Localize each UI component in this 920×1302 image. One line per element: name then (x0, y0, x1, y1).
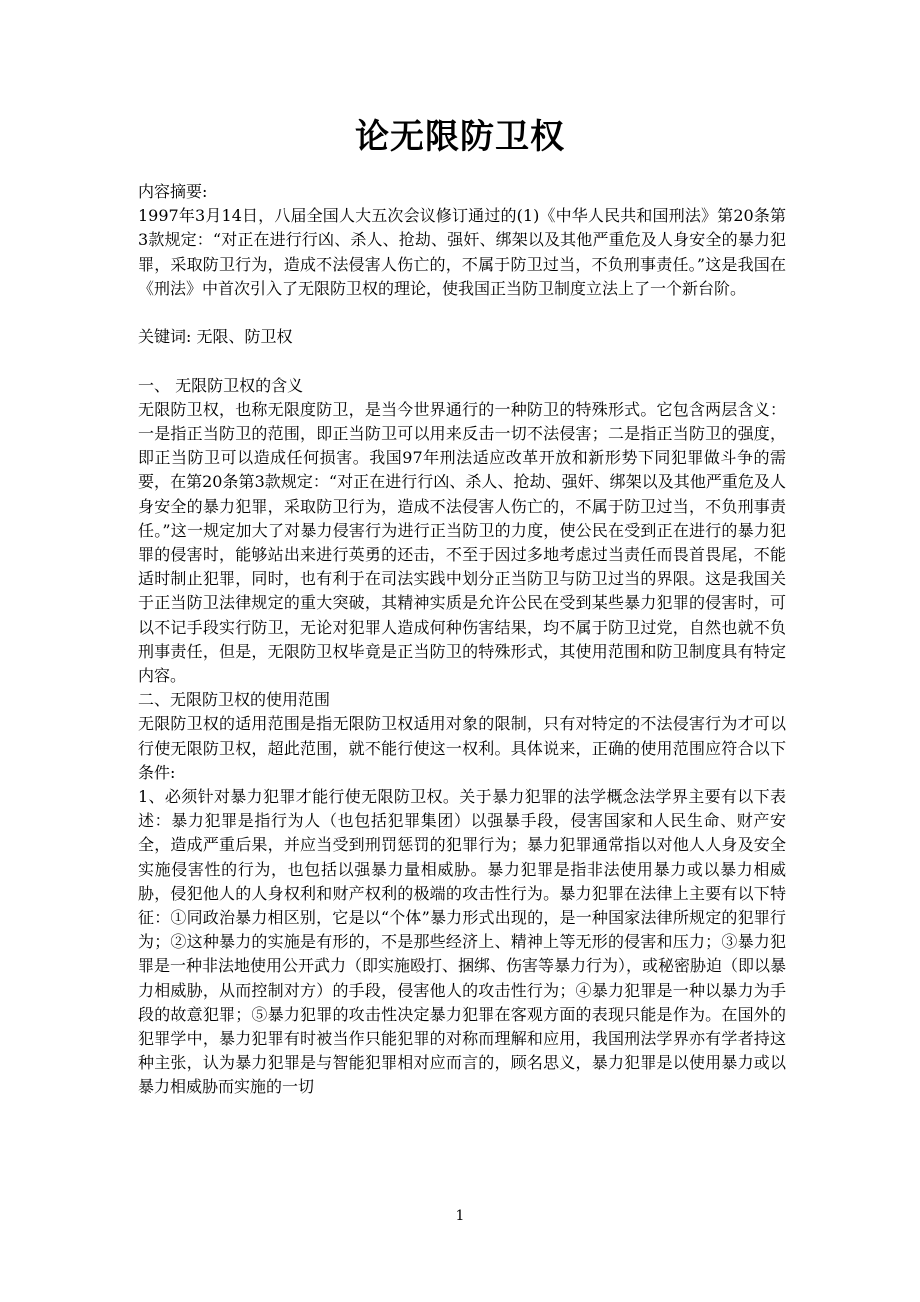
item-1-paragraph: 1、必须针对暴力犯罪才能行使无限防卫权。关于暴力犯罪的法学概念法学界主要有以下表述：暴力犯罪是指行为人（也包括犯罪集团）以强暴手段，侵害国家和人民生命、财产安全，造成严重后果，并应当受到刑罚惩罚的犯罪行为；暴力犯罪通常指以对他人人身及安全实施侵害性的行为，也包括以强暴力量相威胁。暴力犯罪是指非法使用暴力或以暴力相威胁，侵犯他人的人身权利和财产权利的极端的攻击性行为。暴力犯罪在法律上主要有以下特征：①同政治暴力相区别，它是以“个体”暴力形式出现的，是一种国家法律所规定的犯罪行为；②这种暴力的实施是有形的，不是那些经济上、精神上等无形的侵害和压力；③暴力犯罪是一种非法地使用公开武力（即实施殴打、捆绑、伤害等暴力行为），或秘密胁迫（即以暴力相威胁，从而控制对方）的手段，侵害他人的攻击性行为；④暴力犯罪是一种以暴力为手段的故意犯罪；⑤暴力犯罪的攻击性决定暴力犯罪在客观方面的表现只能是作为。在国外的犯罪学中，暴力犯罪有时被当作只能犯罪的对称而理解和应用，我国刑法学界亦有学者持这种主张，认为暴力犯罪是与智能犯罪相对应而言的，顾名思义，暴力犯罪是以使用暴力或以暴力相威胁而实施的一切 (138, 787, 787, 1097)
keywords-line: 关键词: 无限、防卫权 (138, 327, 293, 347)
section-1-heading: 一、 无限防卫权的含义 (138, 375, 304, 395)
abstract-paragraph: 1997年3月14日，八届全国人大五次会议修订通过的(1)《中华人民共和国刑法》第20条第3款规定：“对正在进行行凶、杀人、抢劫、强奸、绑架以及其他严重危及人身安全的暴力犯罪，采取防卫行为，造成不法侵害人伤亡的，不属于防卫过当，不负刑事责任。”这是我国在《刑法》中首次引入了无限防卫权的理论，使我国正当防卫制度立法上了一个新台阶。 (138, 206, 786, 298)
abstract-label: 内容摘要: (138, 182, 208, 201)
document-body (138, 180, 786, 1100)
section-2-paragraph: 无限防卫权的适用范围是指无限防卫权适用对象的限制，只有对特定的不法侵害行为才可以行使无限防卫权，超此范围，就不能行使这一权利。具体说来，正确的使用范围应符合以下条件: (138, 714, 786, 782)
section-2-heading: 二、无限防卫权的使用范围 (138, 690, 331, 710)
blank-line (138, 301, 786, 325)
page-number: 1 (455, 1208, 465, 1224)
blank-line (138, 349, 786, 373)
document-title: 论无限防卫权 (355, 117, 565, 157)
section-1-paragraph: 无限防卫权，也称无限度防卫，是当今世界通行的一种防卫的特殊形式。它包含两层含义：一是指正当防卫的范围，即正当防卫可以用来反击一切不法侵害；二是指正当防卫的强度，即正当防卫可以造成任何损害。我国97年刑法适应改革开放和新形势下同犯罪做斗争的需要，在第20条第3款规定：“对正在进行行凶、杀人、抢劫、强奸、绑架以及其他严重危及人身安全的暴力犯罪，采取防卫行为，造成不法侵害人伤亡的，不属于防卫过当，不负刑事责任。”这一规定加大了对暴力侵害行为进行正当防卫的力度，使公民在受到正在进行的暴力犯罪的侵害时，能够站出来进行英勇的还击，不至于因过多地考虑过当责任而畏首畏尾，不能适时制止犯罪，同时，也有利于在司法实践中划分正当防卫与防卫过当的界限。这是我国关于正当防卫法律规定的重大突破，其精神实质是允许公民在受到某些暴力犯罪的侵害时，可以不记手段实行防卫，无论对犯罪人造成何种伤害结果，均不属于防卫过党，自然也就不负刑事责任，但是，无限防卫权毕竟是正当防卫的特殊形式，其使用范围和防卫制度具有特定内容。 (138, 399, 786, 686)
